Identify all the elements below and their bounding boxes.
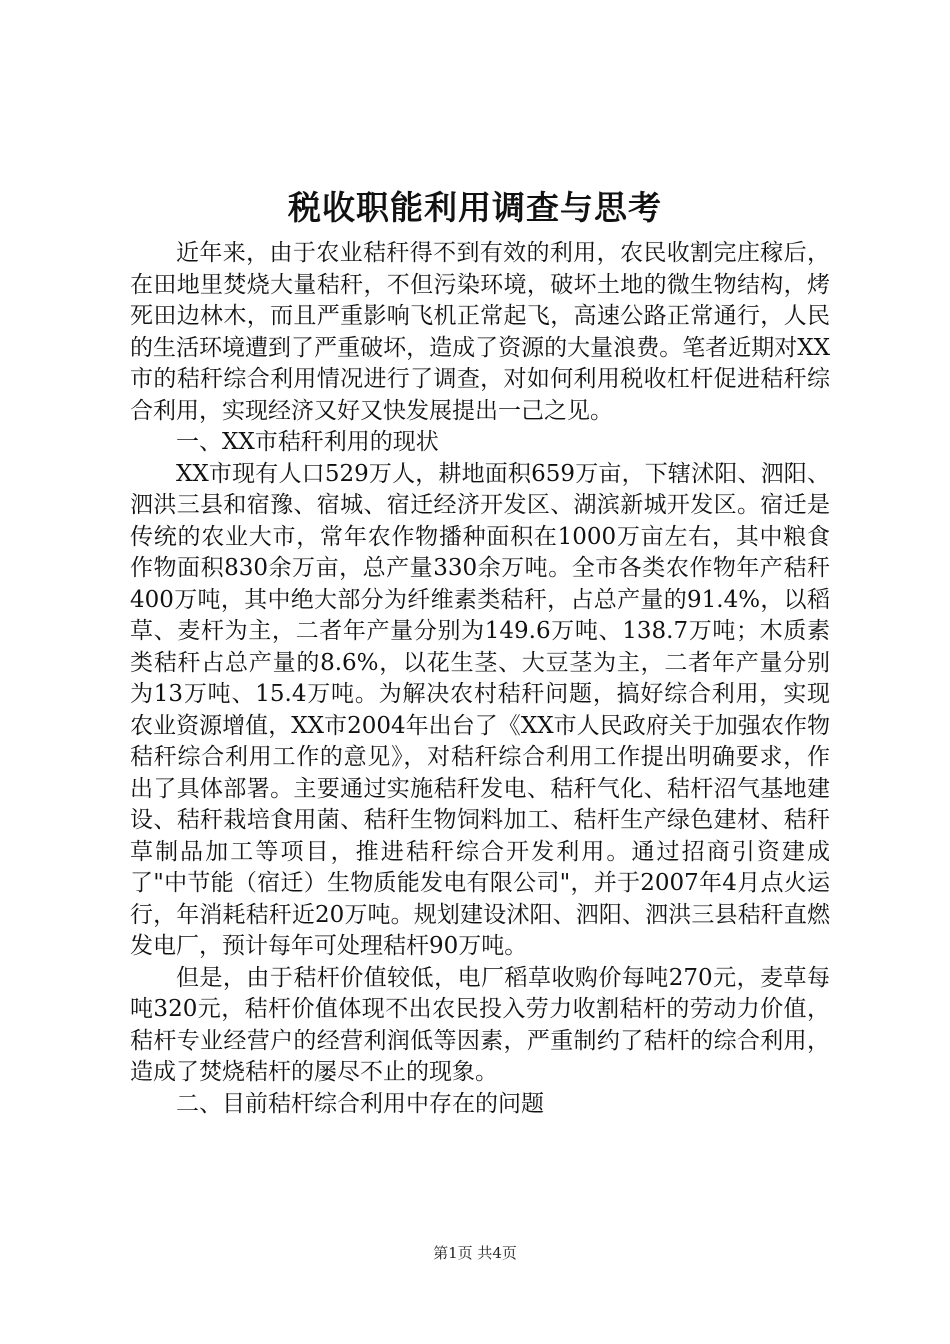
paragraph-constraints: 但是，由于秸杆价值较低，电厂稻草收购价每吨270元，麦草每吨320元，秸杆价值体现不出农民投入劳力收割秸杆的劳动力价值，秸杆专业经营户的经营利润低等因素，严重制约了秸杆的综合利用，造成了焚烧秸杆的屡尽不止的现象。 [130, 964, 830, 1085]
section-heading-1: 一、XX市秸秆利用的现状 [176, 429, 439, 455]
paragraph-intro: 近年来，由于农业秸秆得不到有效的利用，农民收割完庄稼后，在田地里焚烧大量秸秆，不但污染环境，破坏土地的微生物结构，烤死田边林木，而且严重影响飞机正常起飞，高速公路正常通行，人民的生活环境遭到了严重破坏，造成了资源的大量浪费。笔者近期对XX市的秸秆综合利用情况进行了调查，对如何利用税收杠杆促进秸秆综合利用，实现经济又好又快发展提出一己之见。 [130, 240, 830, 424]
document-title: 税收职能利用调查与思考 [288, 188, 662, 227]
document-body [130, 238, 830, 1120]
paragraph-current-status: XX市现有人口529万人，耕地面积659万亩，下辖沭阳、泗阳、泗洪三县和宿豫、宿城、宿迁经济开发区、湖滨新城开发区。宿迁是传统的农业大市，常年农作物播种面积在1000万亩左右，其中粮食作物面积830余万亩，总产量330余万吨。全市各类农作物年产秸秆400万吨，其中绝大部分为纤维素类秸秆，占总产量的91.4%，以稻草、麦杆为主，二者年产量分别为149.6万吨、138.7万吨；木质素类秸秆占总产量的8.6%，以花生茎、大豆茎为主，二者年产量分别为13万吨、15.4万吨。为解决农村秸秆问题，搞好综合利用，实现农业资源增值，XX市2004年出台了《XX市人民政府关于加强农作物秸秆综合利用工作的意见》，对秸秆综合利用工作提出明确要求，作出了具体部署。主要通过实施秸秆发电、秸秆气化、秸杆沼气基地建设、秸秆栽培食用菌、秸秆生物饲料加工、秸杆生产绿色建材、秸秆草制品加工等项目，推进秸秆综合开发利用。通过招商引资建成了"中节能（宿迁）生物质能发电有限公司"，并于2007年4月点火运行，年消耗秸秆近20万吨。规划建设沭阳、泗阳、泗洪三县秸秆直燃发电厂，预计每年可处理秸杆90万吨。 [130, 460, 830, 959]
section-heading-2: 二、目前秸杆综合利用中存在的问题 [176, 1090, 544, 1117]
page-number-footer: 第1页 共4页 [433, 1244, 517, 1262]
